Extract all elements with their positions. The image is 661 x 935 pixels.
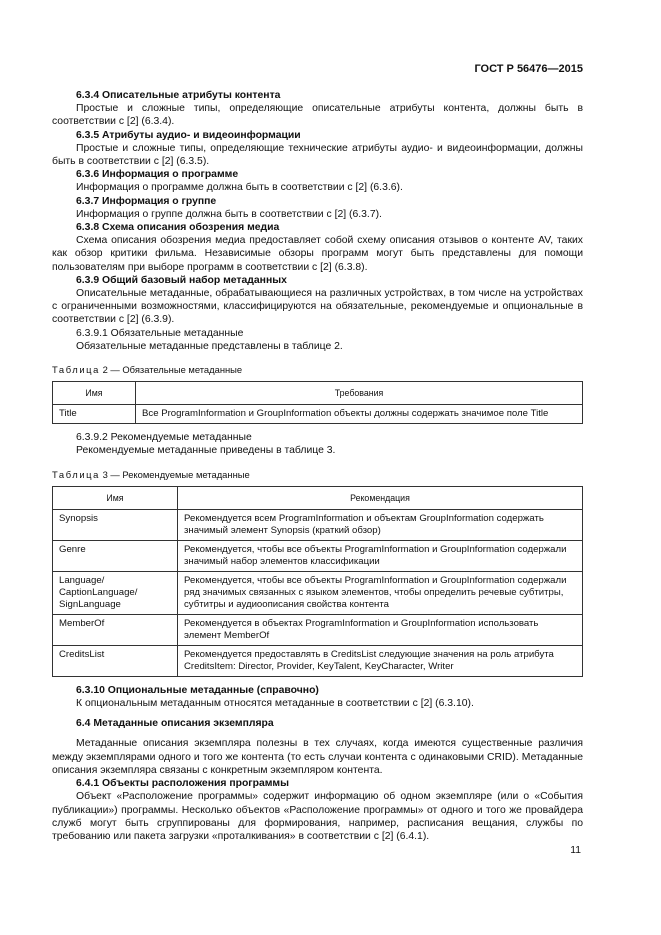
table-row <box>53 571 583 614</box>
section-6-3-7-text: Информация о группе должна быть в соответствии с [2] (6.3.7). <box>76 208 382 220</box>
table-3 <box>52 486 583 677</box>
table-cell: Рекомендуется предоставлять в CreditsList следующие значения на роль атрибута CreditsItem: Director, Provider, KeyTalent, KeyCharacter, Writer <box>178 645 583 676</box>
table-cell: Synopsis <box>53 509 178 540</box>
section-6-3-9-title: 6.3.9 Общий базовый набор метаданных <box>76 274 287 286</box>
table-cell: Все ProgramInformation и GroupInformation объекты должны содержать значимое поле Title <box>136 405 583 424</box>
section-6-3-5-text: Простые и сложные типы, определяющие технические атрибуты аудио- и видеоинформации, должны быть в соответствии с [2] (6.3.5). <box>52 142 583 168</box>
section-6-3-4-title: 6.3.4 Описательные атрибуты контента <box>76 90 281 101</box>
table-3-header-recommendation: Рекомендация <box>178 486 583 509</box>
section-6-4-title: 6.4 Метаданные описания экземпляра <box>76 718 274 730</box>
section-6-4-1-text: Объект «Расположение программы» содержит информацию об одном экземпляре (или о «События публикации») программы. Несколько объектов «Расположение программы» от одного и того же провайдера служб могут быть сгруппированы для формирования, например, расписания вещания, службы по требованию или пакета загрузки «проталкивания» в соответствии с [2] (6.4.1). <box>52 791 583 842</box>
table-row <box>53 540 583 571</box>
table-2-caption-title: 2 — Обязательные метаданные <box>102 364 243 376</box>
section-6-3-8-text: Схема описания обозрения медиа предоставляет собой схему описания отзывов о контенте AV, таких как обзор критики фильма. Независимые обзоры программ могут быть представлены для помощи пользователям при выборе программ в соответствии с [2] (6.3.8). <box>52 235 583 273</box>
table-2-caption-label: Таблица <box>52 364 100 376</box>
section-6-3-4-text: Простые и сложные типы, определяющие описательные атрибуты контента, должны быть в соответствии с [2] (6.3.4). <box>52 103 583 128</box>
standard-designation: ГОСТ Р 56476—2015 <box>474 63 583 75</box>
table-cell: Рекомендуется в объектах ProgramInformation и GroupInformation использовать элемент MemberOf <box>178 614 583 645</box>
table-2-caption <box>52 363 583 376</box>
table-cell: Title <box>53 405 136 424</box>
table-row <box>53 645 583 676</box>
table-cell: Language/ CaptionLanguage/ SignLanguage <box>53 571 178 614</box>
subsection-6-3-9-2-text: Рекомендуемые метаданные приведены в таблице 3. <box>76 445 336 457</box>
table-3-caption-label: Таблица <box>52 468 100 480</box>
section-6-3-8-title: 6.3.8 Схема описания обозрения медиа <box>76 222 280 234</box>
table-2-header-name: Имя <box>53 382 136 405</box>
page-number: 11 <box>570 845 581 856</box>
section-6-3-10-title: 6.3.10 Опциональные метаданные (справочно) <box>76 684 319 696</box>
table-3-header-name: Имя <box>53 486 178 509</box>
table-cell: Genre <box>53 540 178 571</box>
section-6-3-10-text: К опциональным метаданным относятся метаданные в соответствии с [2] (6.3.10). <box>76 698 474 710</box>
table-3-caption <box>52 468 583 481</box>
table-2-header-requirements: Требования <box>136 382 583 405</box>
section-6-3-7-title: 6.3.7 Информация о группе <box>76 195 217 207</box>
table-cell: Рекомендуется, чтобы все объекты ProgramInformation и GroupInformation содержали значимый набор элементов классификации <box>178 540 583 571</box>
table-row <box>53 614 583 645</box>
document-body <box>52 89 583 843</box>
table-header-row <box>53 486 583 509</box>
section-6-3-9-text: Описательные метаданные, обрабатывающиеся на различных устройствах, в том числе на устройствах с ограниченными возможностями, классифицируются на обязательные, рекомендуемые и опциональные в соответствии с [2] (6.3.9). <box>52 288 583 326</box>
section-6-4-1-title: 6.4.1 Объекты расположения программы <box>76 778 289 790</box>
subsection-6-3-9-1-title: 6.3.9.1 Обязательные метаданные <box>76 327 244 339</box>
section-6-3-6-text: Информация о программе должна быть в соответствии с [2] (6.3.6). <box>76 182 403 194</box>
table-cell: CreditsList <box>53 645 178 676</box>
subsection-6-3-9-2-title: 6.3.9.2 Рекомендуемые метаданные <box>76 432 252 444</box>
table-cell: MemberOf <box>53 614 178 645</box>
section-6-4-text: Метаданные описания экземпляра полезны в тех случаях, когда имеются существенные различия между экземплярами одного и того же контента (то есть случаи контента с одинаковыми CRID). Метаданные описания экземпляра связаны с конкретным экземпляром контента. <box>52 738 583 776</box>
table-row <box>53 405 583 424</box>
subsection-6-3-9-1-text: Обязательные метаданные представлены в таблице 2. <box>76 340 343 352</box>
table-row <box>53 509 583 540</box>
table-2 <box>52 381 583 424</box>
table-header-row <box>53 382 583 405</box>
section-6-3-5-title: 6.3.5 Атрибуты аудио- и видеоинформации <box>76 129 301 141</box>
section-6-3-6-title: 6.3.6 Информация о программе <box>76 169 239 181</box>
table-cell: Рекомендуется всем ProgramInformation и объектам GroupInformation содержать значимый элемент Synopsis (краткий обзор) <box>178 509 583 540</box>
table-cell: Рекомендуется, чтобы все объекты ProgramInformation и GroupInformation содержали ряд значимых связанных с языком элементов, чтобы определить речевые субтитры, субтитры и аудиоописания свойства контента <box>178 571 583 614</box>
table-3-caption-title: 3 — Рекомендуемые метаданные <box>102 468 250 480</box>
